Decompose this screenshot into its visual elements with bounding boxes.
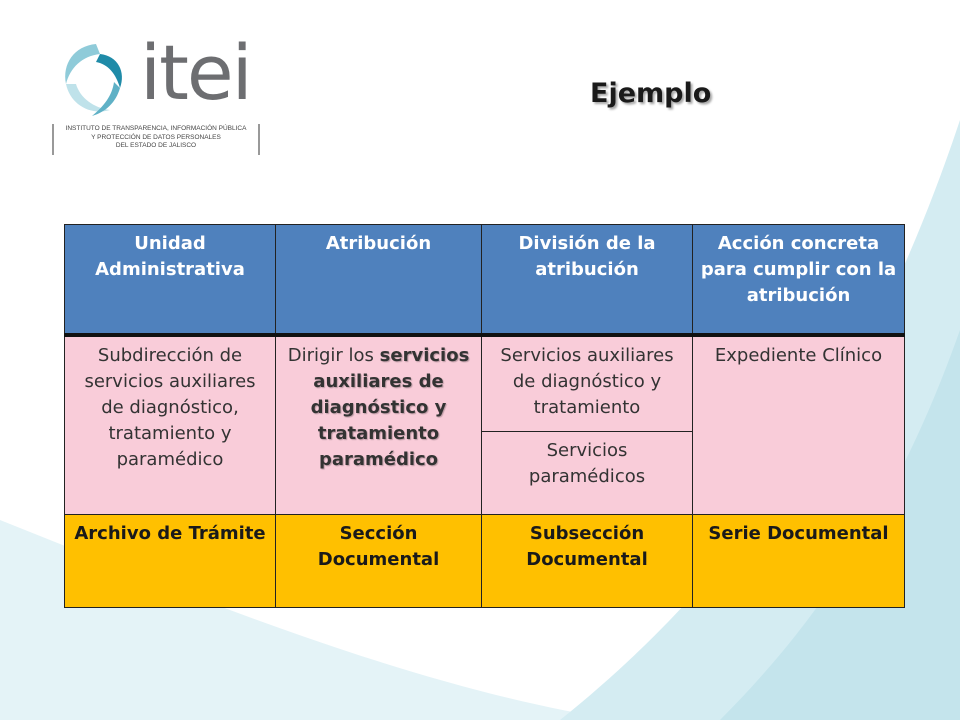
footer-subseccion: Subsección Documental bbox=[482, 514, 693, 607]
footer-seccion: Sección Documental bbox=[276, 514, 482, 607]
itei-logo bbox=[52, 28, 262, 158]
header-atribucion: Atribución bbox=[276, 225, 482, 335]
itei-logo-mark-icon bbox=[56, 38, 140, 122]
example-table bbox=[64, 224, 905, 608]
atribucion-emphasis: servicios auxiliares de diagnóstico y tratamiento paramédico bbox=[310, 344, 470, 470]
footer-serie: Serie Documental bbox=[693, 514, 905, 607]
atribucion-prefix: Dirigir los bbox=[287, 344, 380, 366]
cell-accion: Expediente Clínico bbox=[693, 335, 905, 515]
logo-line-1: INSTITUTO DE TRANSPARENCIA, INFORMACIÓN PÚBLICA bbox=[65, 125, 247, 132]
header-division: División de la atribución bbox=[482, 225, 693, 335]
header-unidad: Unidad Administrativa bbox=[65, 225, 276, 335]
header-row bbox=[65, 225, 905, 335]
logo-line-3: DEL ESTADO DE JALISCO bbox=[115, 142, 197, 149]
footer-row bbox=[65, 514, 905, 607]
logo-line-2: Y PROTECCIÓN DE DATOS PERSONALES bbox=[91, 133, 221, 141]
cell-atribucion bbox=[276, 335, 482, 515]
cell-unidad: Subdirección de servicios auxiliares de diagnóstico, tratamiento y paramédico bbox=[65, 335, 276, 515]
table-row bbox=[65, 335, 905, 432]
footer-archivo: Archivo de Trámite bbox=[65, 514, 276, 607]
slide-title: Ejemplo bbox=[590, 78, 712, 109]
header-accion: Acción concreta para cumplir con la atribución bbox=[693, 225, 905, 335]
cell-division-1: Servicios auxiliares de diagnóstico y tratamiento bbox=[482, 335, 693, 432]
logo-wordmark: itei bbox=[140, 28, 251, 117]
cell-division-2: Servicios paramédicos bbox=[482, 431, 693, 514]
logo-institution-name bbox=[52, 124, 260, 155]
